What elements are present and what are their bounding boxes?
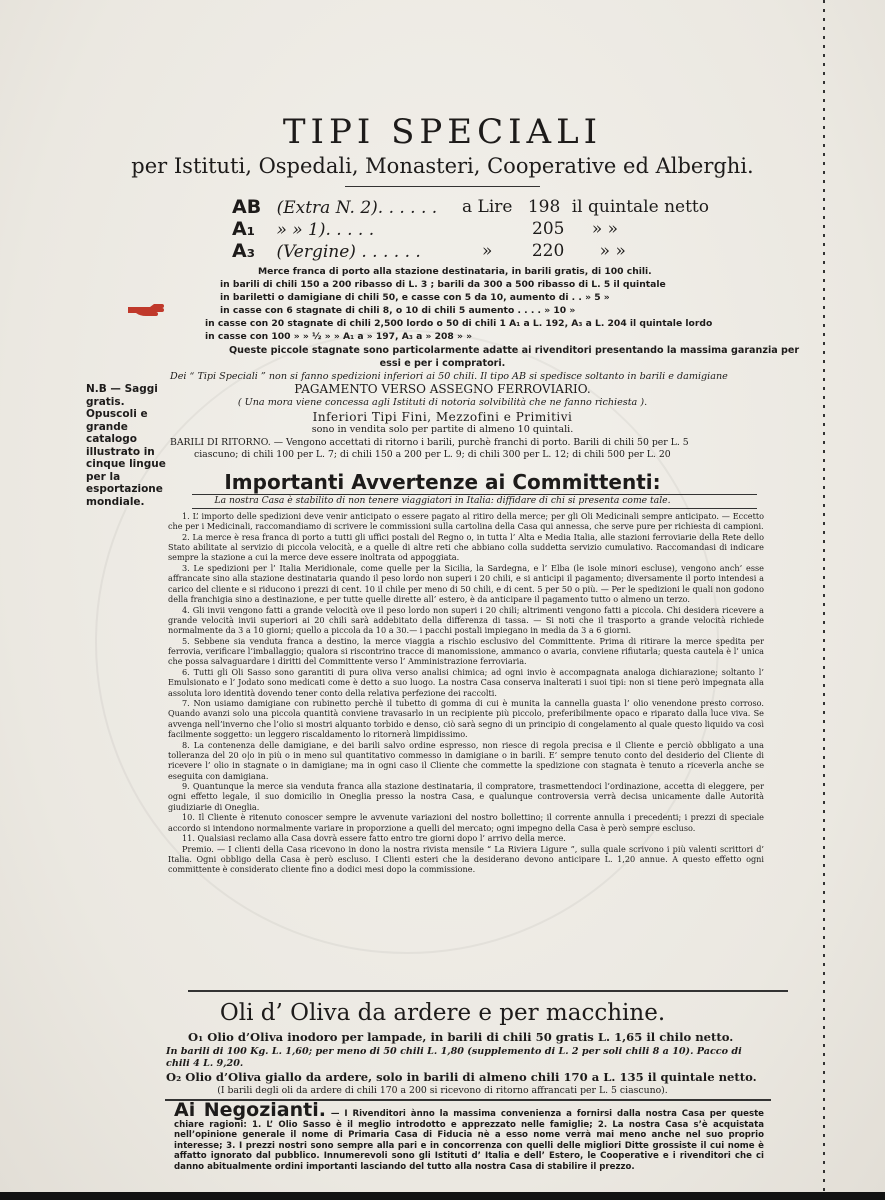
price-prefix: » bbox=[482, 241, 493, 261]
avvertenze-title: Importanti Avvertenze ai Committenti: bbox=[224, 470, 661, 494]
list-item: 8. La contenenza delle damigiane, e dei barili salvo ordine espresso, non riesce di regola precisa e il Cliente e perciò obbligato a una tolleranza del 20 o|o in più o in meno sul quantitativo commesso in damigiane o in barili. E’ sempre tenuto conto del desiderio del Cliente di ricevere l’ olio in stagnate o in damigiane; ma in ogni caso il Cliente che commette la spedizione con stagnata è tenuto a riceverla anche se eseguita con damigiana. bbox=[168, 739, 764, 781]
shipping-line: in bariletti o damigiane di chili 50, e casse con 5 da 10, aumento di . . » 5 » bbox=[220, 292, 610, 303]
price-unit: » » bbox=[599, 241, 626, 261]
sidebar-note: N.B — Saggi gratis. Opuscoli e grande catalogo illustrato in cinque lingue per la esportazione mondiale. bbox=[86, 383, 166, 508]
payment-note: ( Una mora viene concessa agli Istituti di notoria solvibilità che ne fanno richiesta ). bbox=[237, 397, 648, 408]
grade-desc: (Vergine) . . . . . . bbox=[276, 242, 421, 262]
list-item: 6. Tutti gli Oli Sasso sono garantiti di pura oliva verso analisi chimica; ad ogni invio è accompagnata analoga dichiarazione; soltanto l’ Emulsionato e l’ Jodato sono medicati come è detto a suo luogo. La nostra Casa conserva inalterati i suoi tipi: non si tiene però impegnata alla assoluta loro identità dovendo tener conto della relativa perfezione dei raccolti. bbox=[168, 666, 764, 698]
shipping-line: in casse con 6 stagnate di chili 8, o 10 di chili 5 aumento . . . . » 10 » bbox=[220, 305, 576, 316]
stagnate-note: Queste piccole stagnate sono particolarmente adatte ai rivenditori presentando la massima garanzia per bbox=[229, 345, 800, 356]
inferiori-note: sono in vendita solo per partite di almeno 10 quintali. bbox=[311, 424, 574, 435]
shipping-line: in barili di chili 150 a 200 ribasso di L. 3 ; barili da 300 a 500 ribasso di L. 5 il quintale bbox=[220, 279, 666, 290]
payment-heading: PAGAMENTO VERSO ASSEGNO FERROVIARIO. bbox=[294, 382, 591, 396]
oli-title: Oli d’ Oliva da ardere e per macchine. bbox=[219, 1000, 666, 1026]
section-rule bbox=[188, 990, 788, 992]
list-item: 9. Quantunque la merce sia venduta franca alla stazione destinataria, il compratore, trasmettendoci l’ordinazione, accetta di eleggere, per ogni effetto legale, il suo domicilio in Oneglia presso la nostra Casa, e qualunque controversia verrà decisa unicamente dalle Autorità giudiziarie di Oneglia. bbox=[168, 781, 764, 812]
negozianti-section bbox=[174, 1099, 764, 1173]
barili-ritorno-1: BARILI DI RITORNO. — Vengono accettati di ritorno i barili, purchè franchi di porto. Barili di chili 50 per L. 5 bbox=[170, 437, 689, 448]
negozianti-title: Ai Negozianti. bbox=[174, 1099, 326, 1121]
grade-desc: » » 1). . . . . bbox=[276, 220, 375, 240]
list-item: 10. Il Cliente è ritenuto conoscer sempre le avvenute variazioni del nostro bollettino; il corrente annulla i precedenti; i prezzi di speciale accordo si intendono normalmente variare in proporzione a quelli del mercato; ogni impegno della Casa è però sempre escluso. bbox=[168, 812, 764, 833]
shipping-line: in casse con 100 » » ½ » » A₁ a » 197, A₃ a » 208 » » bbox=[205, 331, 473, 342]
price-unit: » » bbox=[591, 219, 619, 239]
grade-row-a3 bbox=[232, 240, 421, 262]
avvertenze-list bbox=[168, 511, 764, 875]
grade-code: A₃ bbox=[232, 240, 256, 262]
olio-o1-detail: In barili di 100 Kg. L. 1,60; per meno di 50 chili L. 1,80 (supplemento di L. 2 per soli chili 8 a 10). Pacco di chili 4 L. 9,20. bbox=[166, 1046, 742, 1069]
inferiori-heading: Inferiori Tipi Fini, Mezzofini e Primitivi bbox=[312, 410, 573, 424]
olio-o2-detail: (I barili degli oli da ardere di chili 170 a 200 si ricevono di ritorno affrancati per L. 5 ciascuno). bbox=[217, 1085, 668, 1096]
shipping-line: Merce franca di porto alla stazione destinataria, in barili gratis, di 100 chili. bbox=[258, 266, 652, 277]
price-value: 205 bbox=[532, 219, 565, 239]
grade-desc: (Extra N. 2). . . . . . bbox=[276, 198, 438, 218]
list-item: 2. La merce è resa franca di porto a tutti gli uffici postali del Regno o, in tutta l’ Alta e Media Italia, alle stazioni ferroviarie della Rete dello Stato abilitate al servizio di piccola velocità, e a quelle di altre reti che abbiano colla suddetta servizio cumulativo. Raccomandasi di indicare sempre la stazione a cui la merce deve essere inoltrata od appoggiata. bbox=[168, 531, 764, 563]
bottom-edge bbox=[0, 1192, 885, 1200]
grade-price-a1 bbox=[532, 219, 618, 239]
grade-code: AB bbox=[232, 196, 262, 218]
grade-row-ab bbox=[232, 196, 437, 218]
price-value: 198 bbox=[527, 197, 561, 217]
grade-price-ab bbox=[462, 197, 709, 217]
grade-row-a1 bbox=[232, 218, 374, 240]
price-unit: il quintale netto bbox=[571, 197, 709, 217]
title-rule bbox=[345, 186, 540, 187]
tipi-speciali-note: Dei “ Tipi Speciali ” non si fanno spedizioni inferiori ai 50 chili. Il tipo AB si spedisce soltanto in barili e damigiane bbox=[170, 371, 728, 382]
list-item: 4. Gli invii vengono fatti a grande velocità ove il peso lordo non superi i 20 chili; altrimenti vengono fatti a piccola. Chi desidera ricevere a grande velocità invii superiori ai 20 chili sarà addebitato della differenza di tassa. — Si noti che il trasporto a grande velocità richiede normalmente da 3 a 10 giorni; quello a piccola da 10 a 30.— i pacchi postali impiegano in media da 3 a 6 giorni. bbox=[168, 604, 764, 636]
grade-price-a3 bbox=[482, 241, 626, 261]
list-item: 11. Qualsiasi reclamo alla Casa dovrà essere fatto entro tre giorni dopo l’ arrivo della merce. bbox=[182, 833, 566, 844]
grade-code: A₁ bbox=[232, 218, 256, 240]
price-prefix: a Lire bbox=[462, 197, 513, 217]
stagnate-note-2: essi e per i compratori. bbox=[379, 358, 506, 369]
negozianti-text: — I Rivenditori ànno la massima convenienza a fornirsi dalla nostra Casa per queste chiare ragioni: 1. L’ Olio Sasso è il meglio introdotto e apprezzato nelle famiglie; 2. La nostra Casa s’è acquistata nell’opinione generale il nome di Primaria Casa di Fiducia nè a esso nome verrà mai meno anche nel suo proprio interesse; 3. I prezzi nostri sono sempre alla pari e in concorrenza con quelli delle migliori Ditte grossiste il cui nome è affatto ignorato dal pubblico. Innumerevoli sono gli Istituti d’ Italia e dell’ Estero, le Cooperative e i rivenditori che ci danno abitualmente ordini importanti lasciando del tutto alla nostra Casa di stabilire il prezzo. bbox=[174, 1109, 764, 1172]
barili-ritorno-2: ciascuno; di chili 100 per L. 7; di chili 150 a 200 per L. 9; di chili 300 per L. 12; di chili 500 per L. 20 bbox=[194, 449, 671, 460]
list-item: 7. Non usiamo damigiane con rubinetto perchè il tubetto di gomma di cui è munita la cannella guasta l’ olio venendone presto corroso. Quando avanzi solo una piccola quantità conviene travasarlo in un recipiente più piccolo, preferibilmente opaco e riparato dalla luce viva. Se avvenga nell’inverno che l’olio si mostri alquanto torbido e denso, ciò sarà segno di un principio di congelamento al quale questo liquido va così facilmente soggetto: un leggero riscaldamento lo ritornerà limpidissimo. bbox=[168, 698, 764, 740]
list-item: 1. L’ importo delle spedizioni deve venir anticipato o essere pagato al ritiro della merce; per gli Oli Medicinali sempre anticipato. — Eccetto che per i Medicinali, raccomandiamo di scrivere le commissioni sulla cartolina della Casa qui annessa, che serve pure per richiesta di campioni. bbox=[168, 511, 764, 532]
price-value: 220 bbox=[531, 241, 565, 261]
avvertenze-subtitle: La nostra Casa è stabilito di non tenere viaggiatori in Italia: diffidare di chi si presenta come tale. bbox=[214, 495, 671, 506]
olio-o2: O₂ Olio d’Oliva giallo da ardere, solo in barili di almeno chili 170 a L. 135 il quintale netto. bbox=[166, 1070, 757, 1084]
page-title: TIPI SPECIALI bbox=[282, 112, 603, 152]
list-item: Premio. — I clienti della Casa ricevono in dono la nostra rivista mensile “ La Riviera Ligure ”, sulla quale scrivono i più valenti scrittori d’ Italia. Ogni obbligo della Casa è però escluso. I Clienti esteri che la desiderano devono anticipare L. 1,20 annue. A questo effetto ogni committente è considerato cliente fino a dodici mesi dopo la commissione. bbox=[168, 843, 764, 875]
list-item: 5. Sebbene sia venduta franca a destino, la merce viaggia a rischio esclusivo del Committente. Prima di ritirare la merce spedita per ferrovia, verificare l’imballaggio; qualora si riscontrino tracce di manomissione, ammanco o avaria, conviene rifiutarla; questa cautela è l’ unica che possa salvaguardare i diritti del Committente verso l’ Amministrazione ferroviaria. bbox=[168, 635, 764, 667]
page-subtitle: per Istituti, Ospedali, Monasteri, Cooperative ed Alberghi. bbox=[131, 154, 754, 178]
pointing-hand-icon bbox=[126, 302, 168, 318]
list-item: 3. Le spedizioni per l’ Italia Meridionale, come quelle per la Sicilia, la Sardegna, e l’ Elba (le isole minori escluse), vengono anch’ esse affrancate sino alla stazione destinataria quando il peso lordo non superi i 20 chili, e si anticipi il pagamento; diversamente il porto intendesi a carico del cliente e si riducono i prezzi di cent. 10 il chile per meno di 50 chili, e di cent. 5 per 50 o più. — Per le spedizioni le quali non godono della franchigia sino a destinazione, e per tutte quelle dirette all’ estero, è da anticipare il pagamento tutto o almeno un terzo. bbox=[168, 563, 764, 604]
avvertenze-rule-2 bbox=[192, 508, 757, 509]
olio-o1: O₁ Olio d’Oliva inodoro per lampade, in barili di chili 50 gratis L. 1,65 il chilo netto. bbox=[188, 1030, 734, 1044]
shipping-line: in casse con 20 stagnate di chili 2,500 lordo o 50 di chili 1 A₁ a L. 192, A₃ a L. 204 il quintale lordo bbox=[205, 318, 713, 329]
